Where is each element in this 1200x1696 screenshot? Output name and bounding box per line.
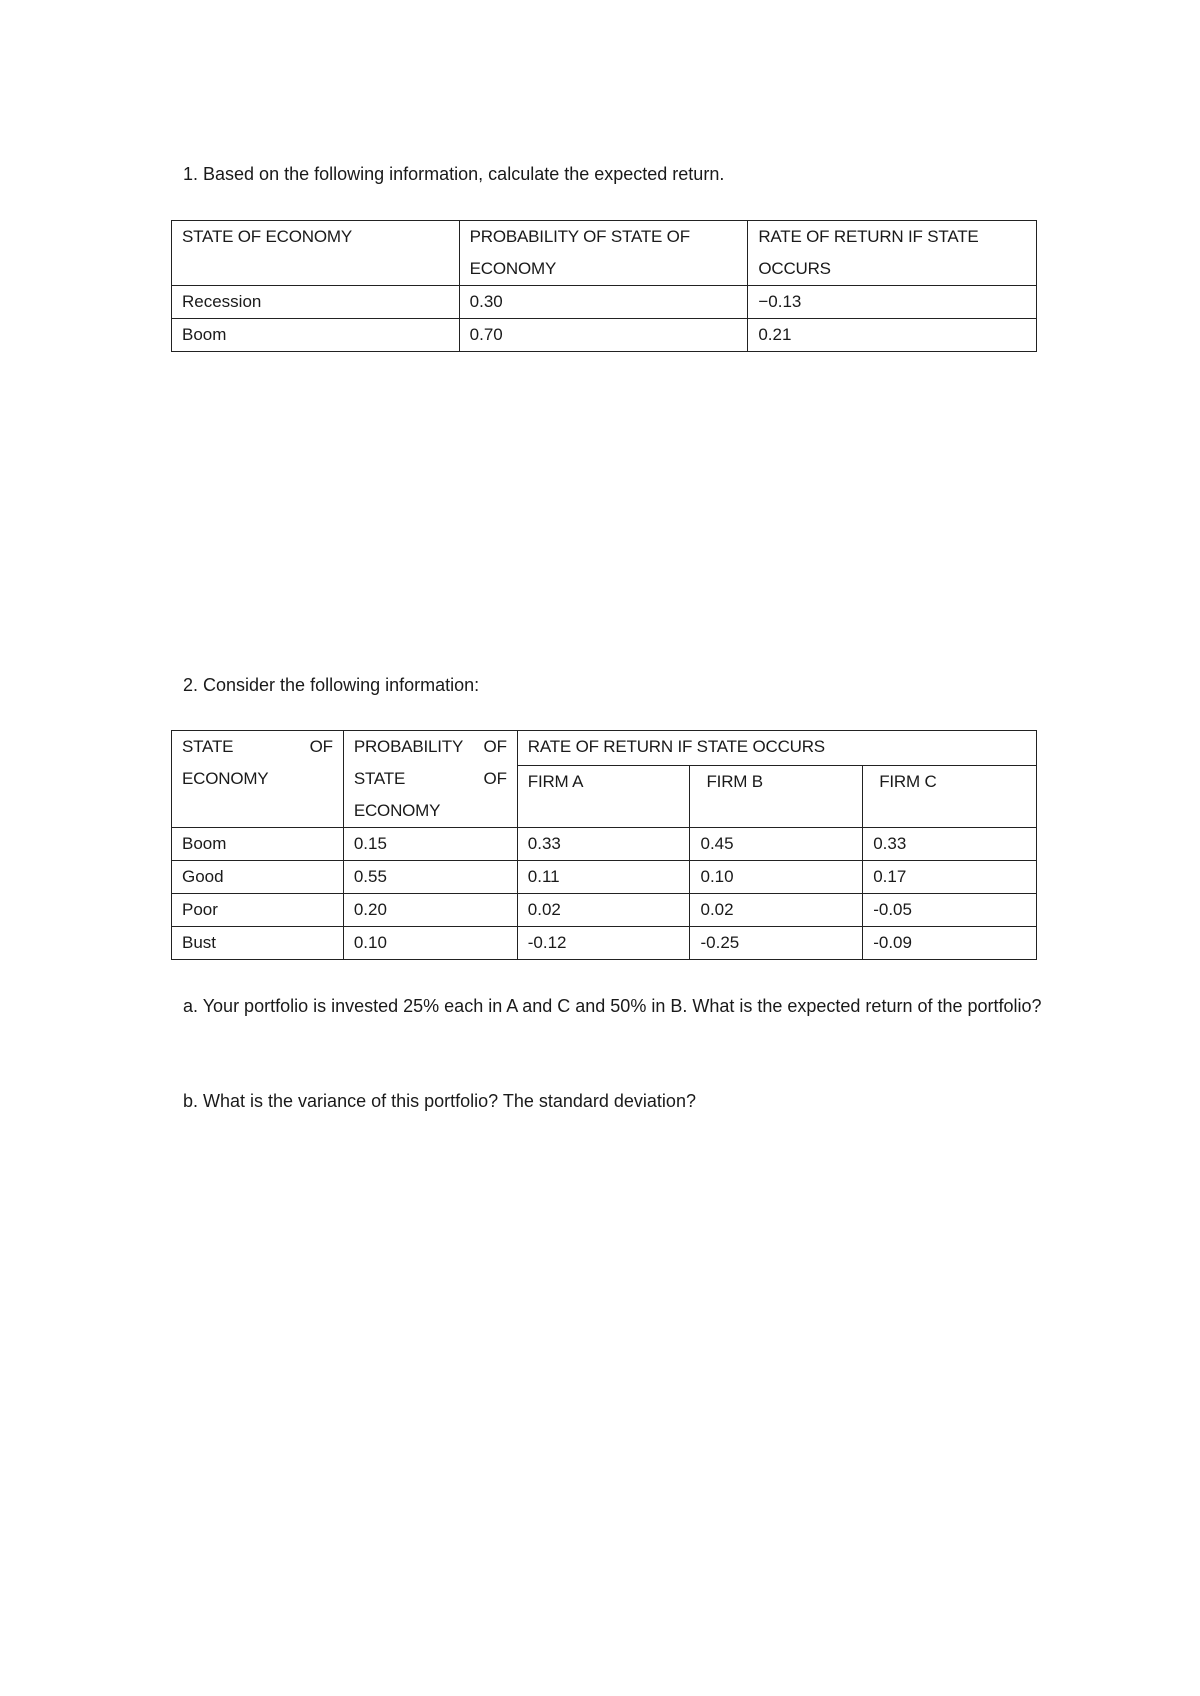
cell-state: Good: [172, 861, 344, 894]
header-rate-of-return: [748, 221, 1037, 286]
cell-firm-a: 0.33: [517, 828, 690, 861]
cell-firm-c: 0.33: [863, 828, 1037, 861]
cell-firm-a: -0.12: [517, 927, 690, 960]
table-header-row: [172, 731, 1037, 766]
question-2a-text: a. Your portfolio is invested 25% each in A and C and 50% in B. What is the expected return of the portfolio?: [183, 996, 1042, 1016]
cell-return: 0.21: [748, 319, 1037, 352]
table-row: [172, 286, 1037, 319]
header-probability-line1: PROBABILITY OF STATE OF: [469, 227, 690, 246]
header-of-word: OF: [309, 737, 333, 756]
cell-firm-b: 0.02: [690, 894, 863, 927]
table-row: [172, 861, 1037, 894]
cell-firm-c: -0.05: [863, 894, 1037, 927]
cell-probability: 0.10: [343, 927, 517, 960]
question-2-table: [171, 730, 1037, 960]
cell-firm-c: -0.09: [863, 927, 1037, 960]
cell-probability: 0.70: [459, 319, 748, 352]
header-probability-line2: [354, 763, 507, 795]
header-probability-word: PROBABILITY: [353, 737, 464, 756]
cell-firm-b: 0.45: [690, 828, 863, 861]
cell-firm-a: 0.11: [517, 861, 690, 894]
header-rate-of-return: RATE OF RETURN IF STATE OCCURS: [517, 731, 1036, 766]
table-header-row: [172, 221, 1037, 286]
header-of-word: OF: [483, 769, 507, 788]
cell-state: Poor: [172, 894, 344, 927]
cell-firm-b: 0.10: [690, 861, 863, 894]
header-probability-line2: ECONOMY: [469, 259, 557, 278]
cell-probability: 0.15: [343, 828, 517, 861]
cell-firm-b: -0.25: [690, 927, 863, 960]
header-rate-line2: OCCURS: [758, 259, 831, 278]
header-probability-line1: [354, 731, 507, 763]
header-state-line1: [182, 731, 333, 763]
question-1-text: 1. Based on the following information, calculate the expected return.: [183, 164, 725, 184]
table-row: [172, 828, 1037, 861]
cell-return: −0.13: [748, 286, 1037, 319]
header-probability: [459, 221, 748, 286]
question-2b-text: b. What is the variance of this portfolio? The standard deviation?: [183, 1091, 696, 1111]
question-1-table: [171, 220, 1037, 352]
cell-state: Recession: [172, 286, 460, 319]
header-state-word: STATE: [353, 769, 406, 788]
cell-state: Boom: [172, 319, 460, 352]
cell-state: Bust: [172, 927, 344, 960]
table-row: [172, 894, 1037, 927]
header-state-of-economy: STATE OF ECONOMY: [172, 221, 460, 286]
header-state-of-economy: [172, 731, 344, 828]
header-state-word: STATE: [182, 737, 234, 756]
header-firm-c: FIRM C: [863, 766, 1037, 828]
header-of-word: OF: [483, 737, 507, 756]
header-firm-b: FIRM B: [690, 766, 863, 828]
header-probability-line3: ECONOMY: [353, 801, 441, 820]
table-row: [172, 927, 1037, 960]
header-rate-line1: RATE OF RETURN IF STATE: [758, 227, 979, 246]
header-state-line2: ECONOMY: [182, 769, 269, 788]
header-firm-a: FIRM A: [517, 766, 690, 828]
cell-probability: 0.20: [343, 894, 517, 927]
table-row: [172, 319, 1037, 352]
cell-firm-c: 0.17: [863, 861, 1037, 894]
question-2-text: 2. Consider the following information:: [183, 675, 480, 695]
header-probability: [343, 731, 517, 828]
cell-probability: 0.30: [459, 286, 748, 319]
cell-firm-a: 0.02: [517, 894, 690, 927]
cell-probability: 0.55: [343, 861, 517, 894]
cell-state: Boom: [172, 828, 344, 861]
